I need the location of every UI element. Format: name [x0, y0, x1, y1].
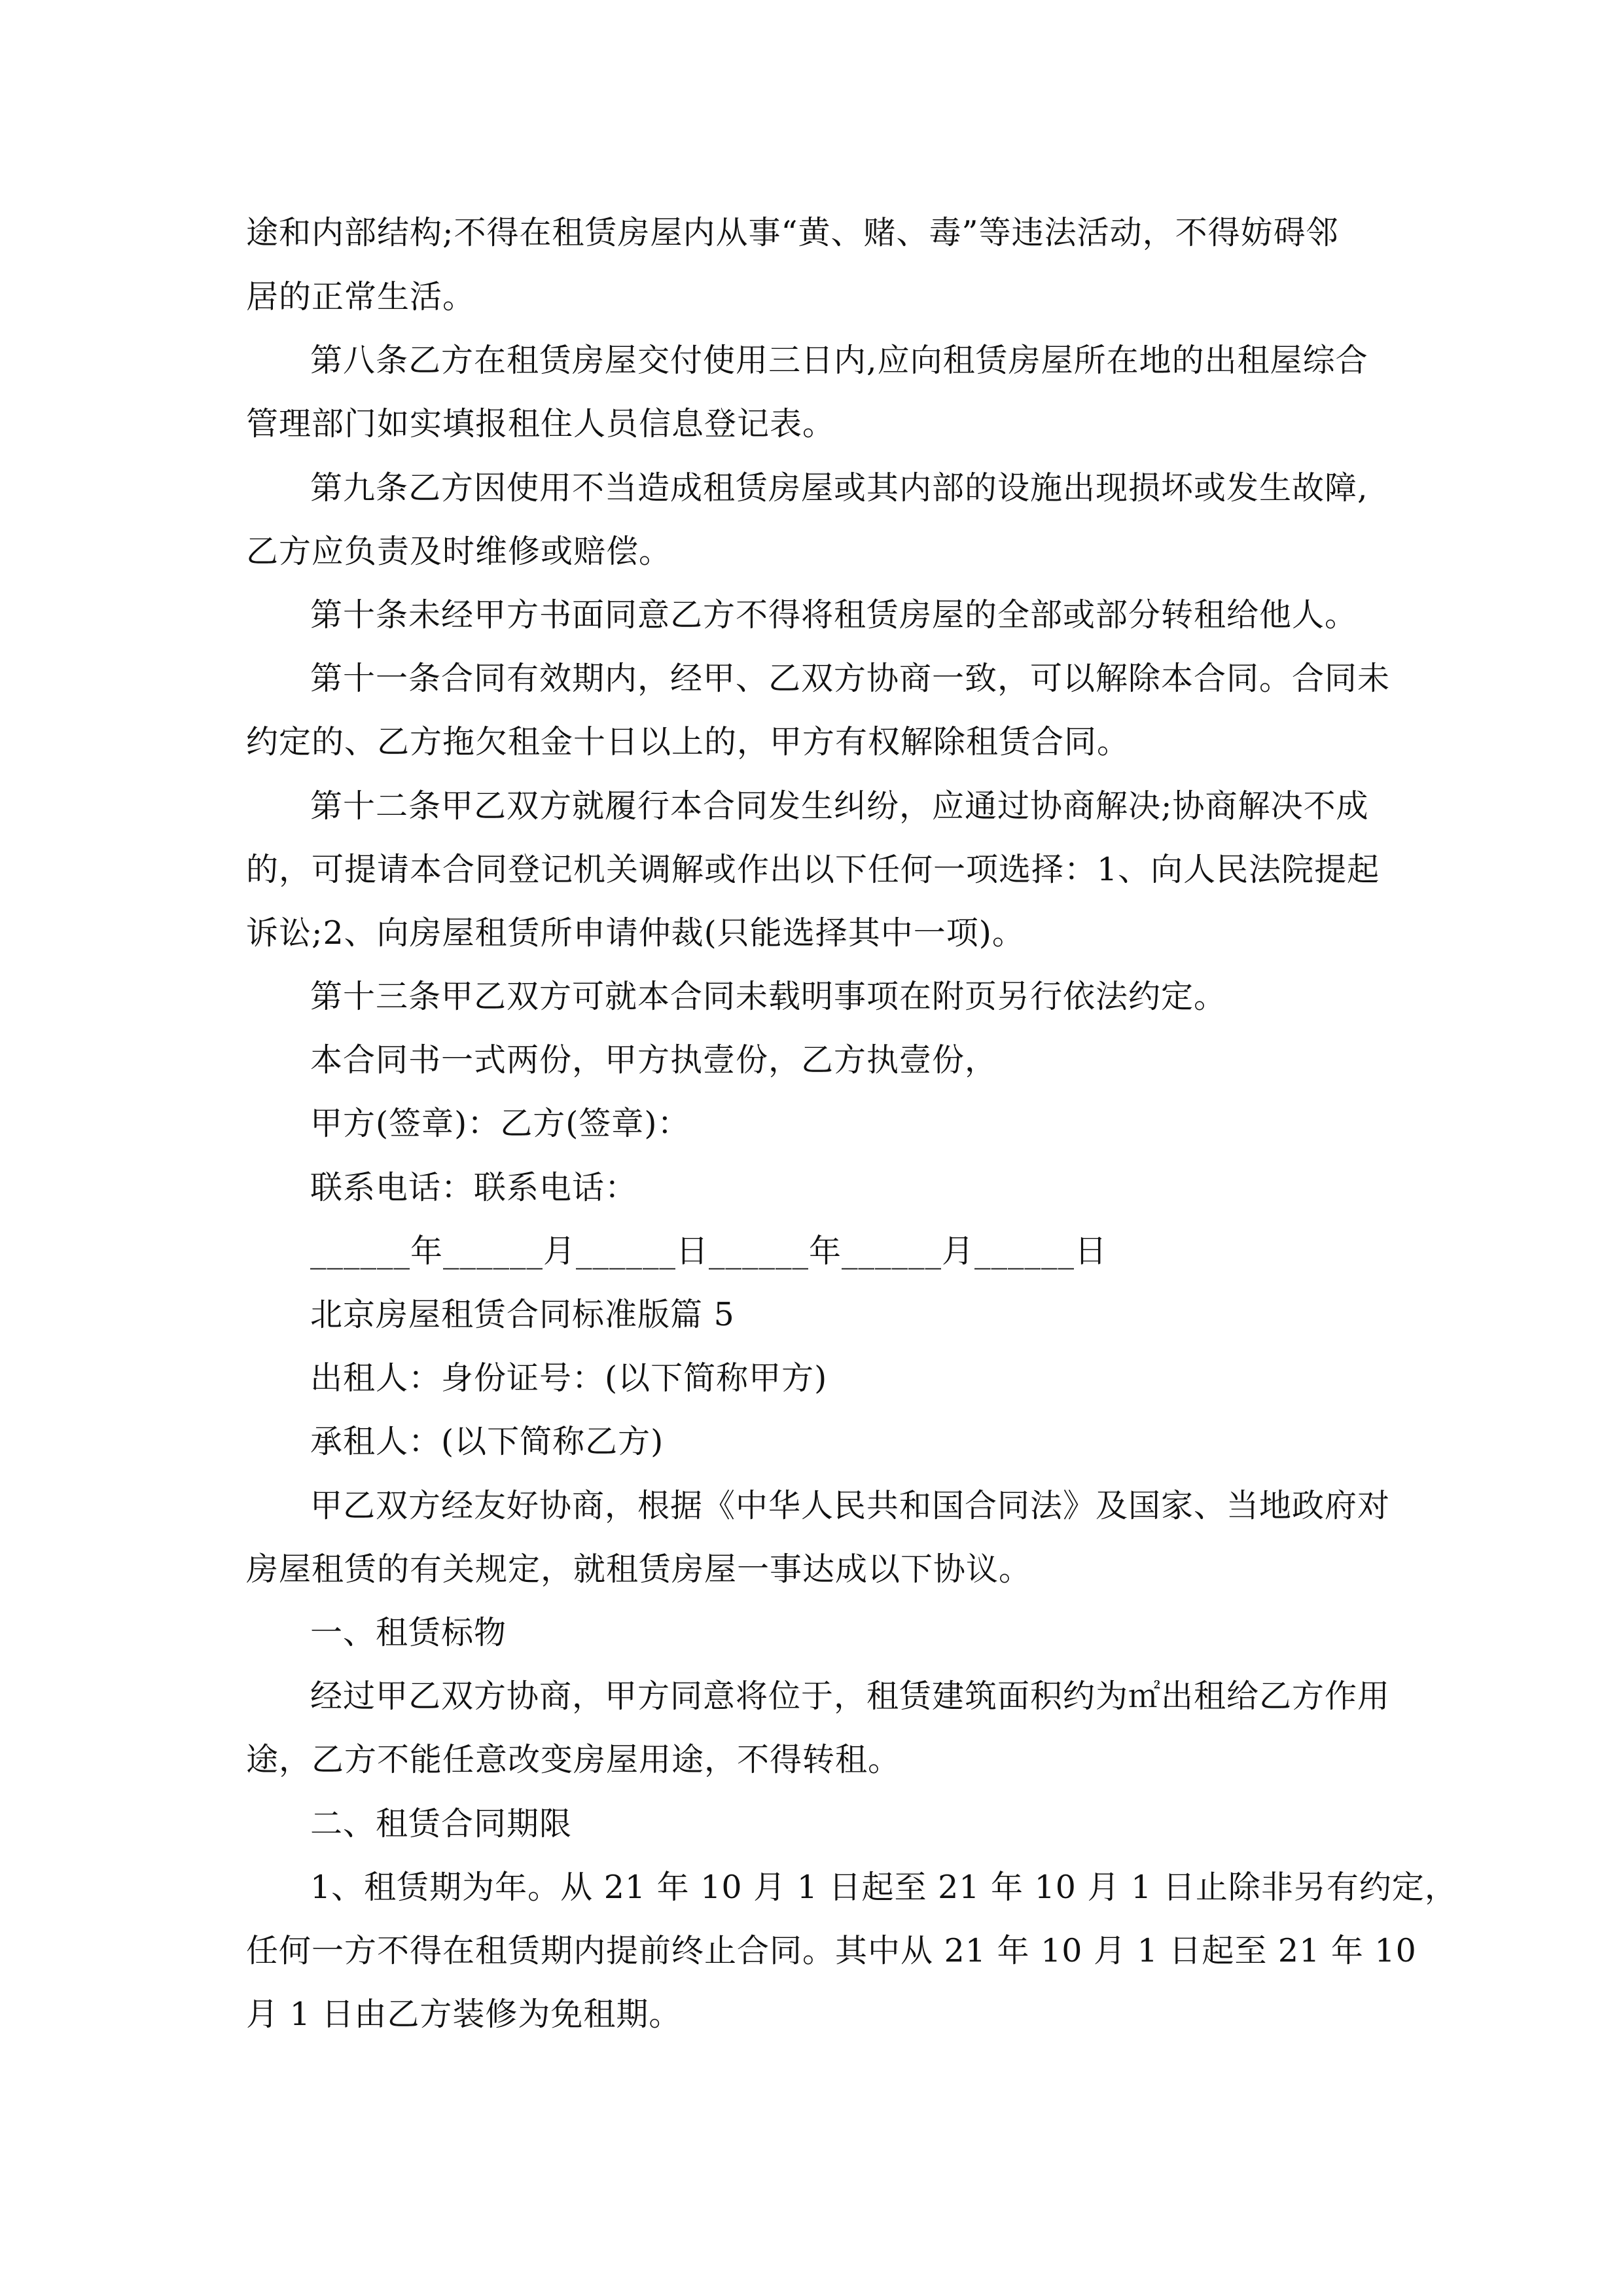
text-line: 出租人：身份证号：(以下简称甲方): [310, 1359, 828, 1397]
text-line: 诉讼;2、向房屋租赁所申请仲裁(只能选择其中一项)。: [246, 914, 1025, 952]
text-line: 居的正常生活。: [246, 278, 476, 315]
text-line: 约定的、乙方拖欠租金十日以上的，甲方有权解除租赁合同。: [246, 723, 1130, 761]
text-line: 第九条乙方因使用不当造成租赁房屋或其内部的设施出现损坏或发生故障,: [310, 469, 1368, 507]
heading: 二、租赁合同期限: [310, 1805, 573, 1842]
text-line: 第十三条甲乙双方可就本合同未载明事项在附页另行依法约定。: [310, 978, 1227, 1015]
text-line: 第八条乙方在租赁房屋交付使用三日内,应向租赁房屋所在地的出租屋综合: [310, 342, 1368, 379]
text-line: 第十一条合同有效期内，经甲、乙双方协商一致，可以解除本合同。合同未: [310, 660, 1391, 697]
text-line: 承租人：(以下简称乙方): [310, 1423, 664, 1460]
text-line: 1、租赁期为年。从 21 年 10 月 1 日起至 21 年 10 月 1 日止除非另有约定，: [310, 1869, 1457, 1906]
heading: 一、租赁标物: [310, 1614, 507, 1651]
text-line: 甲乙双方经友好协商，根据《中华人民共和国合同法》及国家、当地政府对: [310, 1487, 1391, 1524]
text-line: 管理部门如实填报租住人员信息登记表。: [246, 405, 836, 442]
phone-line: 联系电话：联系电话：: [310, 1169, 638, 1206]
text-line: 的，可提请本合同登记机关调解或作出以下任何一项选择：1、向人民法院提起: [246, 851, 1380, 888]
text-line: 任何一方不得在租赁期内提前终止合同。其中从 21 年 10 月 1 日起至 21 年 10: [246, 1932, 1417, 1969]
date-line: ______年______月______日______年______月______日: [310, 1232, 1108, 1270]
text-line: 房屋租赁的有关规定，就租赁房屋一事达成以下协议。: [246, 1551, 1032, 1588]
text-line: 月 1 日由乙方装修为免租期。: [246, 1996, 682, 2033]
text-line: 乙方应负责及时维修或赔偿。: [246, 533, 672, 570]
section-title: 北京房屋租赁合同标准版篇 5: [310, 1296, 735, 1333]
text-line: 经过甲乙双方协商，甲方同意将位于，租赁建筑面积约为㎡出租给乙方作用: [310, 1677, 1391, 1715]
text-line: 本合同书一式两份，甲方执壹份，乙方执壹份，: [310, 1041, 998, 1079]
text-line: 第十条未经甲方书面同意乙方不得将租赁房屋的全部或部分转租给他人。: [310, 596, 1358, 634]
signature-line: 甲方(签章)：乙方(签章)：: [310, 1105, 690, 1142]
text-line: 途，乙方不能任意改变房屋用途，不得转租。: [246, 1741, 901, 1778]
text-line: 途和内部结构;不得在租赁房屋内从事“黄、赌、毒”等违法活动，不得妨碍邻: [246, 214, 1339, 251]
text-line: 第十二条甲乙双方就履行本合同发生纠纷，应通过协商解决;协商解决不成: [310, 787, 1369, 825]
